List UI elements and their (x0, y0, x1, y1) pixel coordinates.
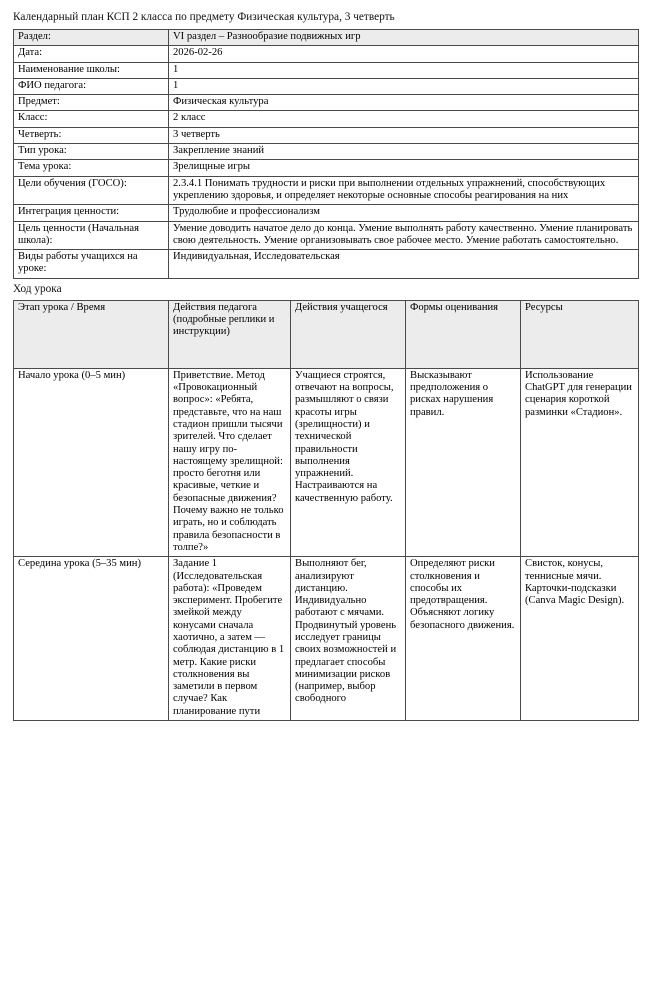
flow-header-teacher: Действия педагога (подробные реплики и инструкции) (169, 300, 291, 368)
info-row-value: 2026-02-26 (169, 46, 639, 62)
info-row-label: Наименование школы: (14, 62, 169, 78)
flow-cell-student: Выполняют бег, анализируют дистанцию. Индивидуально работают с мячами. Продвинутый уровень исследует границы своих возможностей и предлагает способы минимизации рисков (например, выбор свободного (291, 557, 406, 721)
info-row-value: 1 (169, 62, 639, 78)
table-row (14, 205, 639, 221)
info-row-value: 2.3.4.1 Понимать трудности и риски при выполнении отдельных упражнений, способствующих укреплению здоровья, и определяет некоторые основные способы реагирования на них (169, 176, 639, 205)
info-row-label: Предмет: (14, 95, 169, 111)
table-row (14, 30, 639, 46)
table-row (14, 368, 639, 556)
lesson-info-table (13, 29, 639, 279)
info-row-value: 2 класс (169, 111, 639, 127)
flow-cell-resources: Использование ChatGPT для генерации сценария короткой разминки «Стадион». (521, 368, 639, 556)
flow-cell-stage: Начало урока (0–5 мин) (14, 368, 169, 556)
info-table-body (14, 30, 639, 279)
flow-cell-resources: Свисток, конусы, теннисные мячи. Карточки-подсказки (Canva Magic Design). (521, 557, 639, 721)
table-row (14, 176, 639, 205)
info-row-label: Класс: (14, 111, 169, 127)
flow-table-header-row (14, 300, 639, 368)
info-row-value: Индивидуальная, Исследовательская (169, 250, 639, 279)
flow-header-student: Действия учащегося (291, 300, 406, 368)
info-row-label: Виды работы учащихся на уроке: (14, 250, 169, 279)
info-row-value: Физическая культура (169, 95, 639, 111)
info-row-label: Дата: (14, 46, 169, 62)
flow-cell-assessment: Высказывают предположения о рисках нарушения правил. (406, 368, 521, 556)
table-row (14, 250, 639, 279)
flow-cell-teacher: Приветствие. Метод «Провокационный вопрос»: «Ребята, представьте, что на наш стадион пришли тысячи зрителей. Что сделает нашу игру по-настоящему зрелищной: просто беготня или красивые, четкие и безопасные движения? Почему важно не только играть, но и соблюдать правила безопасности в толпе?» (169, 368, 291, 556)
table-row (14, 46, 639, 62)
table-row (14, 78, 639, 94)
table-row (14, 111, 639, 127)
info-row-label: Тема урока: (14, 160, 169, 176)
info-row-value: VI раздел – Разнообразие подвижных игр (169, 30, 639, 46)
flow-table-head (14, 300, 639, 368)
lesson-flow-label: Ход урока (13, 282, 62, 295)
table-row (14, 62, 639, 78)
info-row-label: Интеграция ценности: (14, 205, 169, 221)
info-row-label: ФИО педагога: (14, 78, 169, 94)
table-row (14, 557, 639, 721)
table-row (14, 221, 639, 250)
page-title: Календарный план КСП 2 класса по предмету Физическая культура, 3 четверть (13, 11, 395, 23)
lesson-flow-table (13, 300, 639, 721)
info-row-value: 1 (169, 78, 639, 94)
document-page (0, 10, 651, 995)
table-row (14, 95, 639, 111)
flow-table-body (14, 368, 639, 720)
table-row (14, 160, 639, 176)
flow-header-resources: Ресурсы (521, 300, 639, 368)
info-row-label: Четверть: (14, 127, 169, 143)
info-row-label: Тип урока: (14, 144, 169, 160)
info-row-value: 3 четверть (169, 127, 639, 143)
info-row-label: Цель ценности (Начальная школа): (14, 221, 169, 250)
flow-cell-stage: Середина урока (5–35 мин) (14, 557, 169, 721)
info-row-value: Закрепление знаний (169, 144, 639, 160)
table-row (14, 127, 639, 143)
flow-cell-assessment: Определяют риски столкновения и способы их предотвращения. Объясняют логику безопасного движения. (406, 557, 521, 721)
flow-header-stage: Этап урока / Время (14, 300, 169, 368)
info-row-value: Умение доводить начатое дело до конца. Умение выполнять работу качественно. Умение планировать свою деятельность. Умение организовывать свое рабочее место. Умение работать самостоятельно. (169, 221, 639, 250)
flow-cell-teacher: Задание 1 (Исследовательская работа): «Проведем эксперимент. Пробегите змейкой между конусами сначала хаотично, а затем — соблюдая дистанцию в 1 метр. Какие риски столкновения вы заметили в первом случае? Как планирование пути (169, 557, 291, 721)
info-row-label: Раздел: (14, 30, 169, 46)
info-row-value: Трудолюбие и профессионализм (169, 205, 639, 221)
info-row-value: Зрелищные игры (169, 160, 639, 176)
flow-cell-student: Учащиеся строятся, отвечают на вопросы, размышляют о связи красоты игры (зрелищности) и технической правильности выполнения упражнений. Настраиваются на качественную работу. (291, 368, 406, 556)
table-row (14, 144, 639, 160)
info-row-label: Цели обучения (ГОСО): (14, 176, 169, 205)
flow-header-assessment: Формы оценивания (406, 300, 521, 368)
